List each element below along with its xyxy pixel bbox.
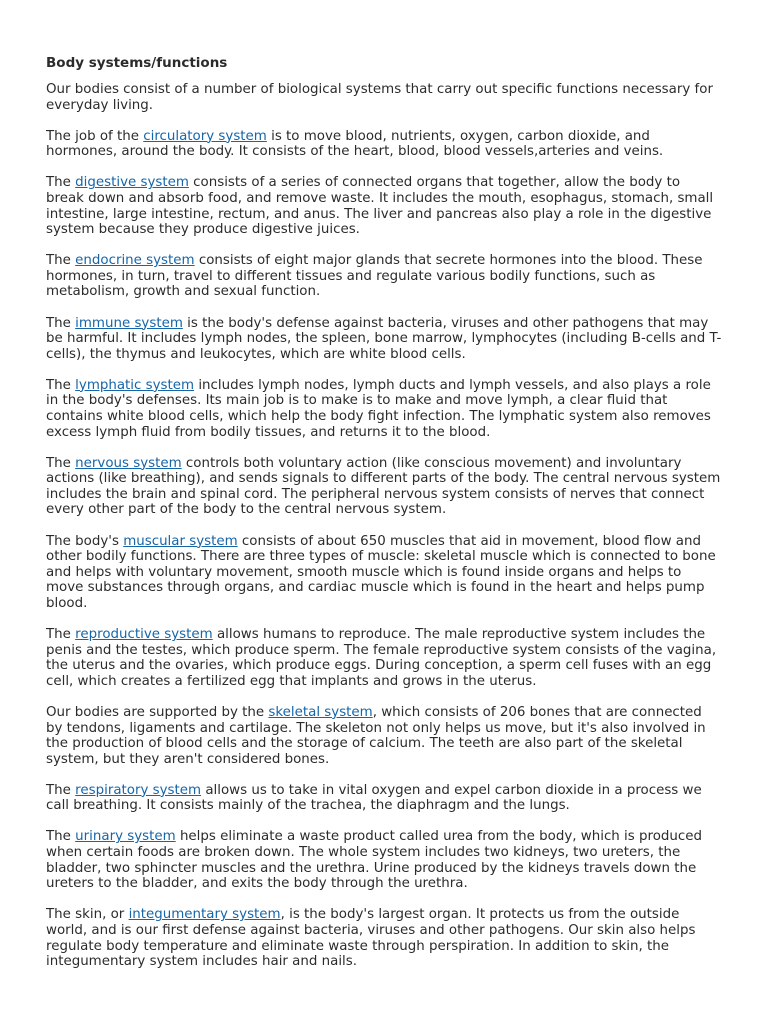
paragraph-text: consists of eight major glands that secrete hormones into the blood. These hormones, in turn, travel to different tissues and regulate various bodily functions, such as metabolism, growth and sexual function.: [46, 253, 703, 300]
paragraph-text: The: [46, 455, 76, 471]
paragraph-text: includes lymph nodes, lymph ducts and lymph vessels, and also plays a role in the body's defenses. Its main job is to make is to make and move lymph, a clear fluid that contains white blood cells, which help the body fight infection. The lymphatic system also removes excess lymph fluid from bodily tissues, and returns it to the blood.: [46, 377, 711, 440]
paragraph-text: The: [46, 315, 76, 331]
paragraph-text: The job of the: [46, 128, 144, 144]
immune-system-link[interactable]: immune system: [75, 315, 183, 331]
paragraph-text: The: [46, 627, 76, 643]
muscular-system-link[interactable]: muscular system: [123, 533, 238, 549]
integumentary-system-link[interactable]: integumentary system: [128, 907, 281, 923]
digestive-system-link[interactable]: digestive system: [75, 175, 189, 191]
paragraph-immune: [46, 316, 722, 363]
skeletal-system-link[interactable]: skeletal system: [268, 704, 373, 720]
paragraph-text: The: [46, 829, 76, 845]
lymphatic-system-link[interactable]: lymphatic system: [75, 377, 195, 393]
reproductive-system-link[interactable]: reproductive system: [75, 627, 213, 643]
paragraph-text: consists of a series of connected organs that together, allow the body to break down and absorb food, and remove waste. It includes the mouth, esophagus, stomach, small intestine, large intestine, rectum, and anus. The liver and pancreas also play a role in the digestive system because they produce digestive juices.: [46, 175, 714, 238]
paragraph-text: The: [46, 377, 76, 393]
paragraph-circulatory: [46, 129, 722, 160]
paragraph-text: Our bodies are supported by the: [46, 704, 269, 720]
circulatory-system-link[interactable]: circulatory system: [143, 128, 267, 144]
paragraph-endocrine: [46, 253, 722, 300]
paragraph-text: The: [46, 782, 76, 798]
page-title: Body systems/functions: [46, 55, 228, 71]
paragraph-text: The body's: [46, 533, 124, 549]
paragraph-urinary: [46, 829, 722, 891]
paragraph-lymphatic: [46, 378, 722, 440]
nervous-system-link[interactable]: nervous system: [75, 455, 182, 471]
paragraph-text: The: [46, 175, 76, 191]
paragraph-skeletal: [46, 705, 722, 767]
intro-paragraph: Our bodies consist of a number of biological systems that carry out specific functions necessary for everyday living.: [46, 82, 713, 113]
paragraph-text: , which consists of 206 bones that are connected by tendons, ligaments and cartilage. The skeleton not only helps us move, but it's also involved in the production of blood cells and the storage of calcium. The teeth are also part of the skeletal system, but they aren't considered bones.: [46, 704, 706, 767]
paragraph-text: The: [46, 253, 76, 269]
urinary-system-link[interactable]: urinary system: [75, 829, 176, 845]
paragraph-text: consists of about 650 muscles that aid in movement, blood flow and other bodily functions. There are three types of muscle: skeletal muscle which is connected to bone and helps with voluntary movement, smooth muscle which is found inside organs and helps to move substances through organs, and cardiac muscle which is found in the heart and helps pump blood.: [46, 533, 716, 611]
paragraph-text: allows humans to reproduce. The male reproductive system includes the penis and the testes, which produce sperm. The female reproductive system consists of the vagina, the uterus and the ovaries, which produce eggs. During conception, a sperm cell fuses with an egg cell, which creates a fertilized egg that implants and grows in the uterus.: [46, 627, 717, 689]
respiratory-system-link[interactable]: respiratory system: [75, 782, 202, 798]
paragraph-digestive: [46, 175, 722, 237]
paragraph-text: is the body's defense against bacteria, viruses and other pathogens that may be harmful. It includes lymph nodes, the spleen, bone marrow, lymphocytes (including B-cells and T-cells), the thymus and leukocytes, which are white blood cells.: [46, 315, 722, 362]
paragraph-nervous: [46, 456, 722, 518]
paragraph-integumentary: [46, 907, 722, 969]
paragraph-text: allows us to take in vital oxygen and expel carbon dioxide in a process we call breathing. It consists mainly of the trachea, the diaphragm and the lungs.: [46, 782, 702, 814]
paragraph-muscular: [46, 534, 722, 612]
endocrine-system-link[interactable]: endocrine system: [75, 253, 195, 269]
paragraph-text: controls both voluntary action (like conscious movement) and involuntary actions (like breathing), and sends signals to different parts of the body. The central nervous system includes the brain and spinal cord. The peripheral nervous system consists of nerves that connect every other part of the body to the central nervous system.: [46, 455, 721, 518]
paragraph-respiratory: [46, 783, 722, 814]
paragraph-text: is to move blood, nutrients, oxygen, carbon dioxide, and hormones, around the body. It consists of the heart, blood, blood vessels,arteries and veins.: [46, 128, 664, 160]
paragraph-text: helps eliminate a waste product called urea from the body, which is produced when certain foods are broken down. The whole system includes two kidneys, two ureters, the bladder, two sphincter muscles and the urethra. Urine produced by the kidneys travels down the ureters to the bladder, and exits the body through the urethra.: [46, 829, 702, 892]
paragraph-reproductive: [46, 627, 722, 689]
paragraph-text: The skin, or: [46, 907, 129, 923]
paragraph-text: , is the body's largest organ. It protects us from the outside world, and is our first defense against bacteria, viruses and other pathogens. Our skin also helps regulate body temperature and eliminate waste through perspiration. In addition to skin, the integumentary system includes hair and nails.: [46, 907, 696, 970]
